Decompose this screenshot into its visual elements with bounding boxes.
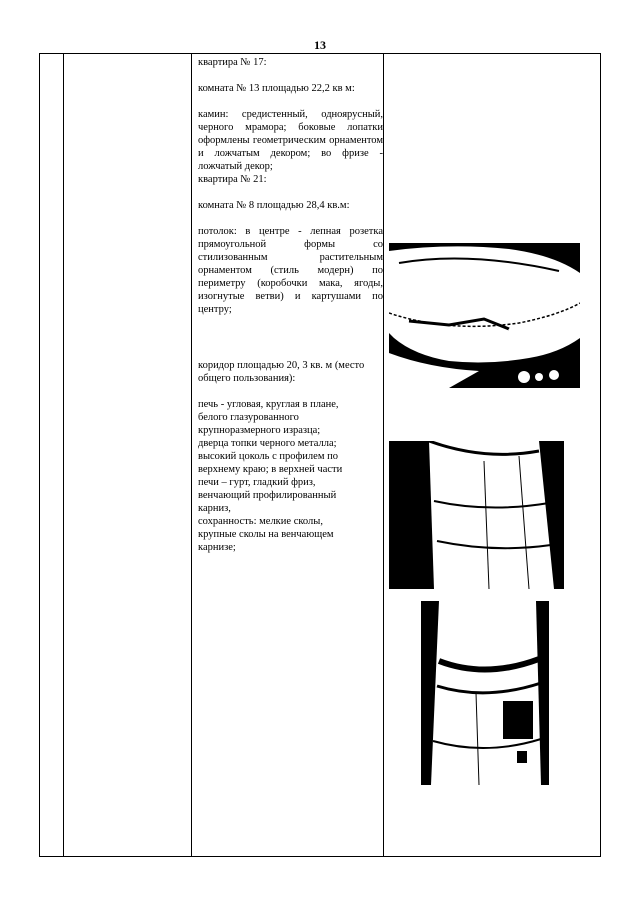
stove-line: венчающий профилированный [198, 490, 337, 501]
stove-line: высокий цоколь с профилем по [198, 451, 338, 462]
apartment-21-heading: квартира № 21: [198, 174, 267, 185]
photo-ceiling-rosette [389, 243, 580, 388]
stove-line: сохранность: мелкие сколы, [198, 516, 323, 527]
column-divider [383, 54, 384, 856]
stove-line: белого глазурованного [198, 412, 299, 423]
ceiling-description: потолок: в центре - лепная розетка прямоугольной формы со стилизованным растительным орнаментом (стиль модерн) по периметру (коробочки мака, ягоды, изогнутые ветви) и картушами по центру; [198, 226, 383, 315]
stove-description [198, 398, 383, 554]
photo-stove-upper [389, 441, 580, 589]
stove-line: печи – гурт, гладкий фриз, [198, 477, 316, 488]
room-13-heading: комната № 13 площадью 22,2 кв м: [198, 83, 355, 94]
stove-line: печь - угловая, круглая в плане, [198, 399, 339, 410]
apartment-17-heading: квартира № 17: [198, 57, 267, 68]
stove-line: карниз, [198, 503, 231, 514]
photo-stove-lower [421, 601, 549, 785]
stove-line: крупноразмерного изразца; [198, 425, 321, 436]
stove-line: крупные сколы на венчающем [198, 529, 334, 540]
fireplace-description: камин: средистенный, одноярусный, черного мрамора; боковые лопатки оформлены геометрическим орнаментом и ложчатым декором; во фризе - ложчатый декор; [198, 109, 383, 172]
corridor-heading: коридор площадью 20, 3 кв. м (место общего пользования): [198, 360, 365, 384]
stove-line: верхнему краю; в верхней части [198, 464, 343, 475]
stove-line: дверца топки черного металла; [198, 438, 337, 449]
stove-line: карнизе; [198, 542, 236, 553]
page-number: 13 [314, 38, 326, 52]
room-8-heading: комната № 8 площадью 28,4 кв.м: [198, 200, 350, 211]
column-divider [191, 54, 192, 856]
column-divider [63, 54, 64, 856]
description-column [198, 56, 383, 554]
